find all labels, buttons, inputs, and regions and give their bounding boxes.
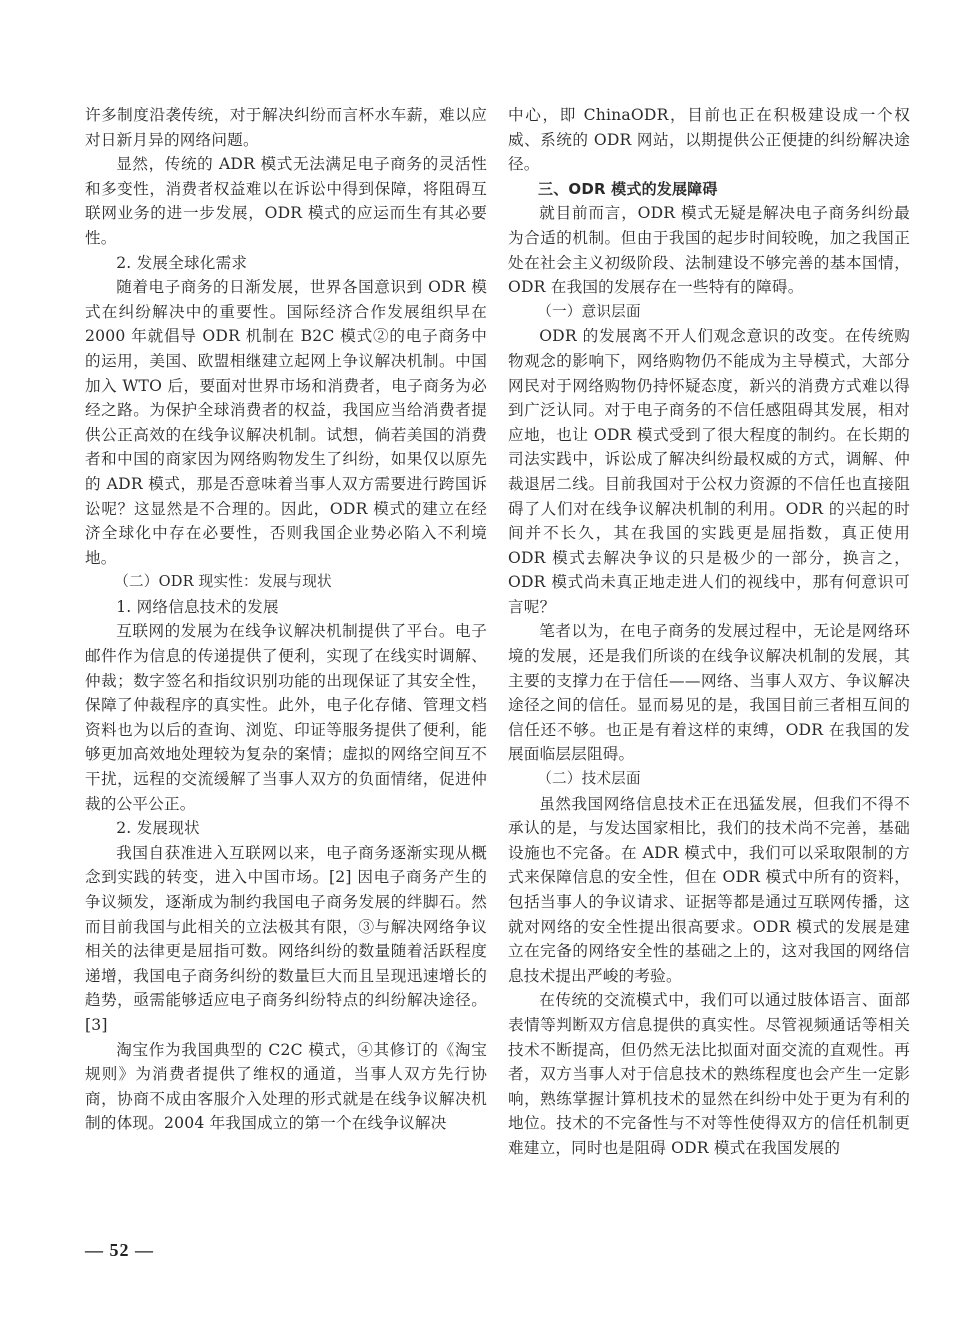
paragraph: 淘宝作为我国典型的 C2C 模式，④其修订的《淘宝规则》为消费者提供了维权的通道，当事人双方先行协商，协商不成由客服介入处理的形式就是在线争议解决机制的体现。2004 年我国成立的第一个在线争议解决 xyxy=(85,1040,487,1133)
section-heading: （一）意识层面 xyxy=(537,302,641,320)
section-heading: （二）ODR 现实性：发展与现状 xyxy=(114,573,332,591)
section-heading: （二）技术层面 xyxy=(537,770,641,788)
subheading: 2. 发展全球化需求 xyxy=(116,253,248,272)
paragraph: 虽然我国网络信息技术正在迅猛发展，但我们不得不承认的是，与发达国家相比，我们的技术尚不完善，基础设施也不完备。在 ADR 模式中，我们可以采取限制的方式来保障信息的安全性，但在 ODR 模式中所有的资料，包括当事人的争议请求、证据等都是通过互联网传播，这就对网络的安全性提出很高要求。ODR 模式的发展是建立在完备的网络安全性的基础之上的，这对我国的网络信息技术提出严峻的考验。 xyxy=(508,794,910,985)
page-number: — 52 — xyxy=(85,1240,154,1260)
paragraph: 中心，即 ChinaODR，目前也正在积极建设成一个权威、系统的 ODR 网站，以期提供公正便捷的纠纷解决途径。 xyxy=(508,106,910,174)
paragraph: 在传统的交流模式中，我们可以通过肢体语言、面部表情等判断双方信息提供的真实性。尽管视频通话等相关技术不断提高，但仍然无法比拟面对面交流的直观性。再者，双方当事人对于信息技术的熟练程度也会产生一定影响，熟练掌握计算机技术的显然在纠纷中处于更为有利的地位。技术的不完备性与不对等性使得双方的信任机制更难建立，同时也是阻碍 ODR 模式在我国发展的 xyxy=(508,991,910,1157)
left-column xyxy=(85,103,487,1136)
paragraph: 互联网的发展为在线争议解决机制提供了平台。电子邮件作为信息的传递提供了便利，实现了在线实时调解、仲裁；数字签名和指纹识别功能的出现保证了其安全性，保障了仲裁程序的真实性。此外，电子化存储、管理文档资料也为以后的查询、浏览、印证等服务提供了便利，能够更加高效地处理较为复杂的案情；虚拟的网络空间互不干扰，远程的交流缓解了当事人双方的负面情绪，促进仲裁的公平公正。 xyxy=(85,622,487,813)
paragraph: 我国自获准进入互联网以来，电子商务逐渐实现从概念到实践的转变，进入中国市场。[2] 因电子商务产生的争议频发，逐渐成为制约我国电子商务发展的绊脚石。然而目前我国与此相关的立法极其有限，③与解决网络争议相关的法律更是屈指可数。网络纠纷的数量随着活跃程度递增，我国电子商务纠纷的数量巨大而且呈现迅速增长的趋势，亟需能够适应电子商务纠纷特点的纠纷解决途径。[3] xyxy=(85,843,487,1034)
paragraph: 就目前而言，ODR 模式无疑是解决电子商务纠纷最为合适的机制。但由于我国的起步时间较晚，加之我国正处在社会主义初级阶段、法制建设不够完善的基本国情，ODR 在我国的发展存在一些特有的障碍。 xyxy=(508,204,910,297)
paragraph: 显然，传统的 ADR 模式无法满足电子商务的灵活性和多变性，消费者权益难以在诉讼中得到保障，将阻碍互联网业务的进一步发展，ODR 模式的应运而生有其必要性。 xyxy=(85,155,487,247)
section-title: 三、ODR 模式的发展障碍 xyxy=(538,179,718,198)
paragraph: 笔者以为，在电子商务的发展过程中，无论是网络环境的发展，还是我们所谈的在线争议解决机制的发展，其主要的支撑力在于信任——网络、当事人双方、争议解决途径之间的信任。显而易见的是，我国目前三者相互间的信任还不够。也正是有着这样的束缚，ODR 在我国的发展面临层层阻碍。 xyxy=(508,622,910,764)
paragraph: ODR 的发展离不开人们观念意识的改变。在传统购物观念的影响下，网络购物仍不能成为主导模式，大部分网民对于网络购物仍持怀疑态度，新兴的消费方式难以得到广泛认同。对于电子商务的不信任感阻碍其发展，相对应地，也让 ODR 模式受到了很大程度的制约。在长期的司法实践中，诉讼成了解决纠纷最权威的方式，调解、仲裁退居二线。目前我国对于公权力资源的不信任也直接阻碍了人们对在线争议解决机制的利用。ODR 的兴起的时间并不长久，其在我国的实践更是屈指数，真正使用 ODR 模式去解决争议的只是极少的一部分，换言之，ODR 模式尚未真正地走进人们的视线中，那有何意识可言呢？ xyxy=(508,327,910,616)
subheading: 1. 网络信息技术的发展 xyxy=(116,597,279,616)
paragraph: 许多制度沿袭传统，对于解决纠纷而言杯水车薪，难以应对日新月异的网络问题。 xyxy=(85,106,487,149)
paragraph: 随着电子商务的日渐发展，世界各国意识到 ODR 模式在纠纷解决中的重要性。国际经济合作发展组织早在 2000 年就倡导 ODR 机制在 B2C 模式②的电子商务中的运用，美国、欧盟相继建立起网上争议解决机制。中国加入 WTO 后，要面对世界市场和消费者，电子商务为必经之路。为保护全球消费者的权益，我国应当给消费者提供公正高效的在线争议解决机制。试想，倘若美国的消费者和中国的商家因为网络购物发生了纠纷，如果仅以原先的 ADR 模式，那是否意味着当事人双方需要进行跨国诉讼呢？这显然是不合理的。因此，ODR 模式的建立在经济全球化中存在必要性，否则我国企业势必陷入不利境地。 xyxy=(85,278,487,567)
subheading: 2. 发展现状 xyxy=(116,819,200,838)
right-column xyxy=(508,103,910,1161)
